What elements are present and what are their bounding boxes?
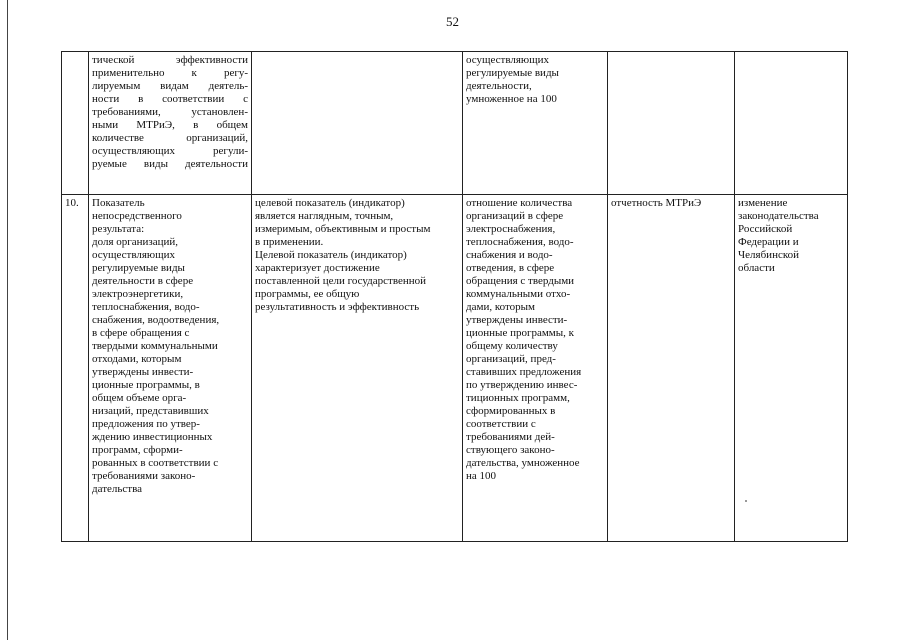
scan-speck	[745, 500, 747, 502]
change-factors-cell	[735, 52, 848, 195]
indicator-description-cell	[252, 52, 463, 195]
data-source-cell	[608, 52, 735, 195]
left-margin-rule	[7, 0, 8, 640]
calculation-method-cell: отношение количества организаций в сфере электроснабжения, теплоснабжения, водо- снабжения и водо- отведения, в сфере обращения с твердыми коммунальными отхо- дами, которым утверждены инвести- ционные программы, к общему количеству организаций, пред- ставивших предложения по утверждению инвес- тиционных программ, сформированных в соответствии с требованиями дей- ствующего законо- дательства, умноженное на 100	[463, 195, 608, 542]
change-factors-cell: изменение законодательства Российской Федерации и Челябинской области	[735, 195, 848, 542]
row-number-cell	[62, 52, 89, 195]
data-source-cell: отчетность МТРиЭ	[608, 195, 735, 542]
calculation-method-cell: осуществляющих регулируемые виды деятельности, умноженное на 100	[463, 52, 608, 195]
table-row	[62, 195, 848, 542]
indicator-table	[61, 51, 848, 542]
page-number: 52	[446, 14, 459, 29]
table-row	[62, 52, 848, 195]
row-number-cell: 10.	[62, 195, 89, 542]
indicator-name-cell: тической эффективности применительно к регу- лируемым видам деятель- ности в соответствии с требованиями, установлен- ными МТРиЭ, в общем количестве организаций, осуществляющих регули- руемые виды деятельности	[89, 52, 252, 195]
indicator-name-cell: Показатель непосредственного результата: доля организаций, осуществляющих регулируемые виды деятельности в сфере электроэнергетики, теплоснабжения, водо- снабжения, водоотведения, в сфере обращения с твердыми коммунальными отходами, которым утверждены инвести- ционные программы, в общем объеме орга- низаций, представивших предложения по утвер- ждению инвестиционных программ, сформи- рованных в соответствии с требованиями законо- дательства	[89, 195, 252, 542]
indicator-description-cell: целевой показатель (индикатор) является наглядным, точным, измеримым, объективным и простым в применении. Целевой показатель (индикатор) характеризует достижение поставленной цели государственной программы, ее общую результативность и эффективность	[252, 195, 463, 542]
